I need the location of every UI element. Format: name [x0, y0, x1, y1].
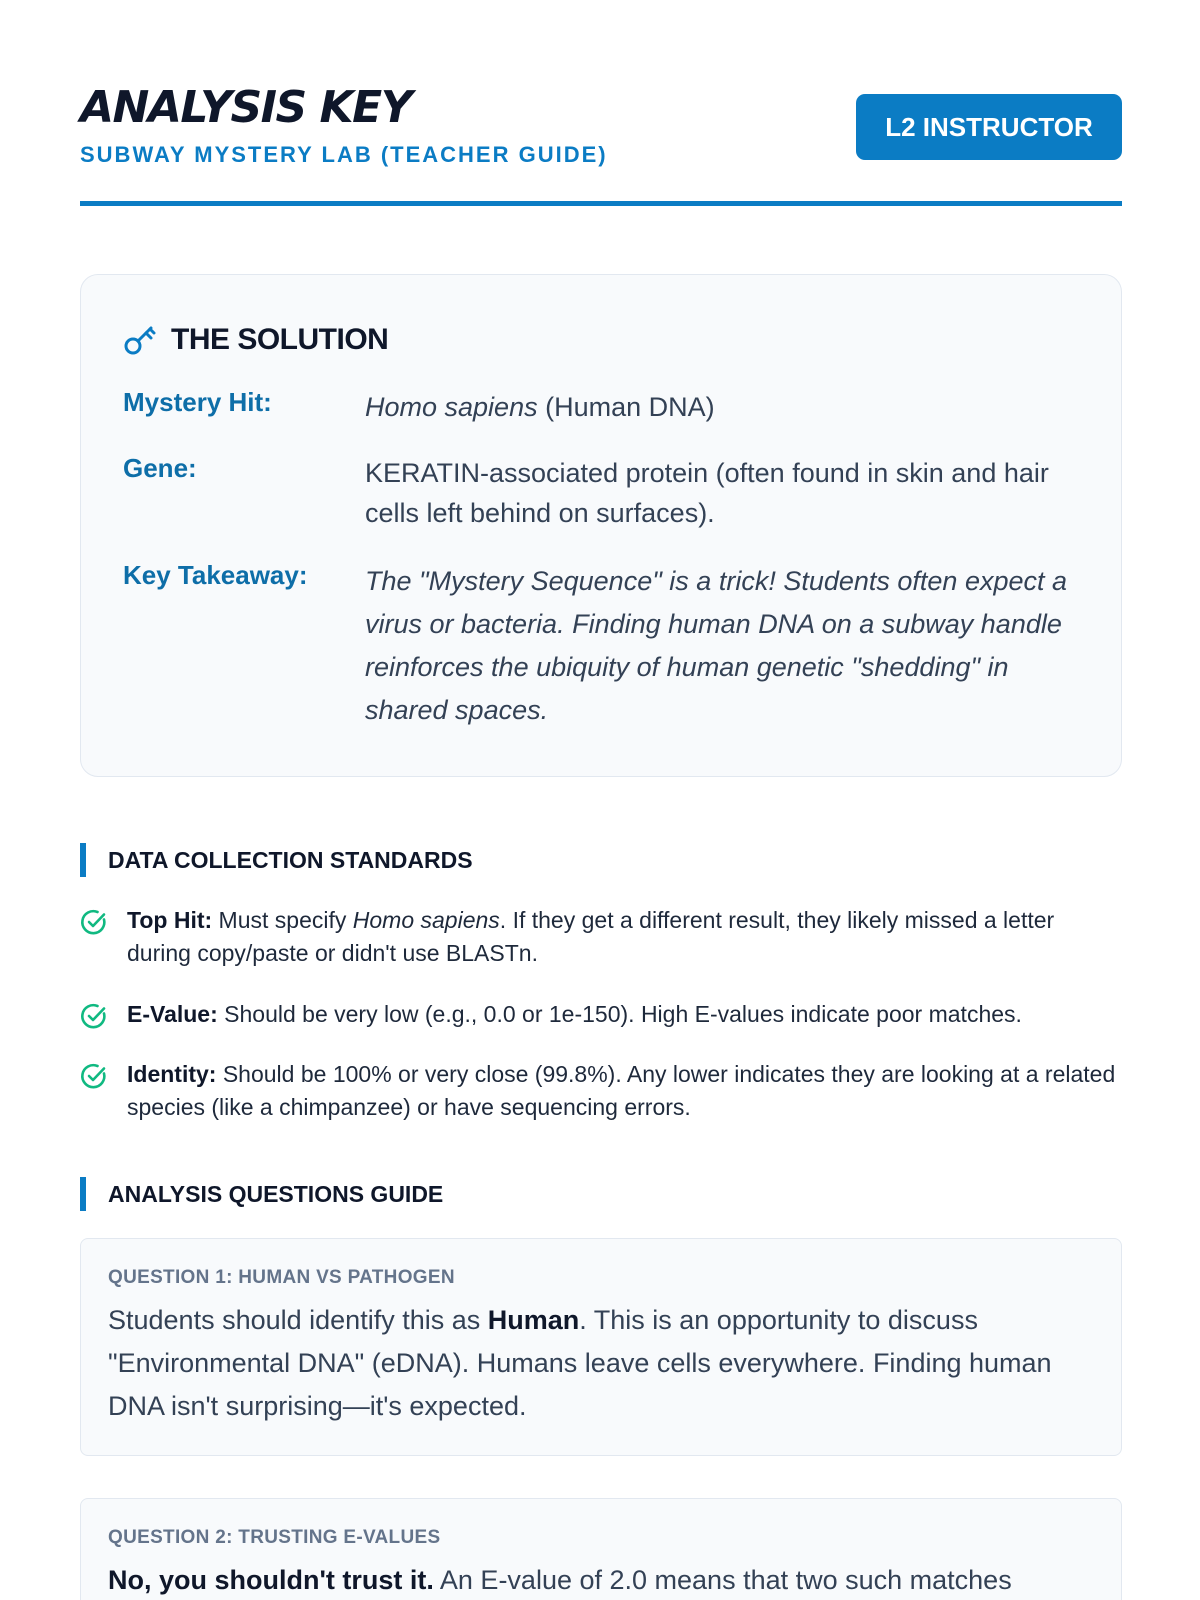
analysis-heading: ANALYSIS QUESTIONS GUIDE [80, 1177, 443, 1211]
top-hit-text [127, 904, 1122, 970]
check-circle-icon [80, 908, 108, 936]
question-card-1 [80, 1238, 1122, 1456]
solution-row-gene [123, 453, 1081, 533]
check-circle-icon [80, 1002, 108, 1030]
question-2-text-b: An E-value of 2.0 means that two such matches [433, 1565, 1012, 1595]
question-1-text-a: Students should identify this as [108, 1305, 488, 1335]
page-subtitle: SUBWAY MYSTERY LAB (TEACHER GUIDE) [80, 142, 608, 167]
solution-card [80, 274, 1122, 777]
question-2-bold: No, you shouldn't trust it. [108, 1565, 434, 1595]
instructor-badge: L2 INSTRUCTOR [856, 94, 1122, 160]
question-1-bold: Human [487, 1305, 580, 1335]
question-1-text-b: . This is an opportunity to discuss "Environmental DNA" (eDNA). Humans leave cells everywhere. Finding human DNA isn't surprising—it's expected. [108, 1305, 1052, 1421]
key-icon [123, 323, 157, 357]
solution-row-mystery-hit [123, 387, 1081, 427]
key-takeaway-value: The "Mystery Sequence" is a trick! Students often expect a virus or bacteria. Finding human DNA on a subway handle reinforces the ubiquity of human genetic "shedding" in shared spaces. [365, 566, 1068, 725]
question-1-label: QUESTION 1: HUMAN VS PATHOGEN [108, 1267, 455, 1288]
question-2-answer [108, 1559, 1098, 1600]
top-hit-label: Top Hit: [127, 907, 213, 933]
solution-row-key-takeaway [123, 560, 1081, 732]
solution-header [123, 323, 388, 357]
mystery-hit-label: Mystery Hit: [123, 387, 272, 417]
top-hit-species: Homo sapiens [352, 907, 500, 933]
e-value-description: Should be very low (e.g., 0.0 or 1e-150). High E-values indicate poor matches. [217, 1001, 1022, 1027]
solution-title: THE SOLUTION [171, 323, 389, 356]
identity-label: Identity: [127, 1061, 217, 1087]
gene-label: Gene: [123, 453, 197, 483]
e-value-label: E-Value: [127, 1001, 218, 1027]
top-hit-text-b: . If they get a different result, they likely missed a letter during copy/paste or didn't use BLASTn. [127, 907, 1055, 966]
mystery-hit-value [365, 387, 1081, 427]
page-title: ANALYSIS KEY [80, 82, 412, 133]
identity-text [127, 1058, 1122, 1124]
question-1-answer [108, 1299, 1098, 1428]
top-hit-text-a: Must specify [212, 907, 353, 933]
page-header [80, 80, 1122, 206]
key-takeaway-label: Key Takeaway: [123, 560, 308, 590]
question-2-label: QUESTION 2: TRUSTING E-VALUES [108, 1527, 441, 1548]
species-common-name: (Human DNA) [537, 392, 715, 422]
check-circle-icon [80, 1062, 108, 1090]
gene-value: KERATIN-associated protein (often found in skin and hair cells left behind on surfaces). [365, 458, 1049, 528]
question-card-2 [80, 1498, 1122, 1600]
identity-description: Should be 100% or very close (99.8%). Any lower indicates they are looking at a related species (like a chimpanzee) or have sequencing errors. [127, 1061, 1116, 1120]
species-name: Homo sapiens [365, 392, 538, 422]
data-collection-heading: DATA COLLECTION STANDARDS [80, 843, 473, 877]
e-value-text [127, 998, 1122, 1031]
